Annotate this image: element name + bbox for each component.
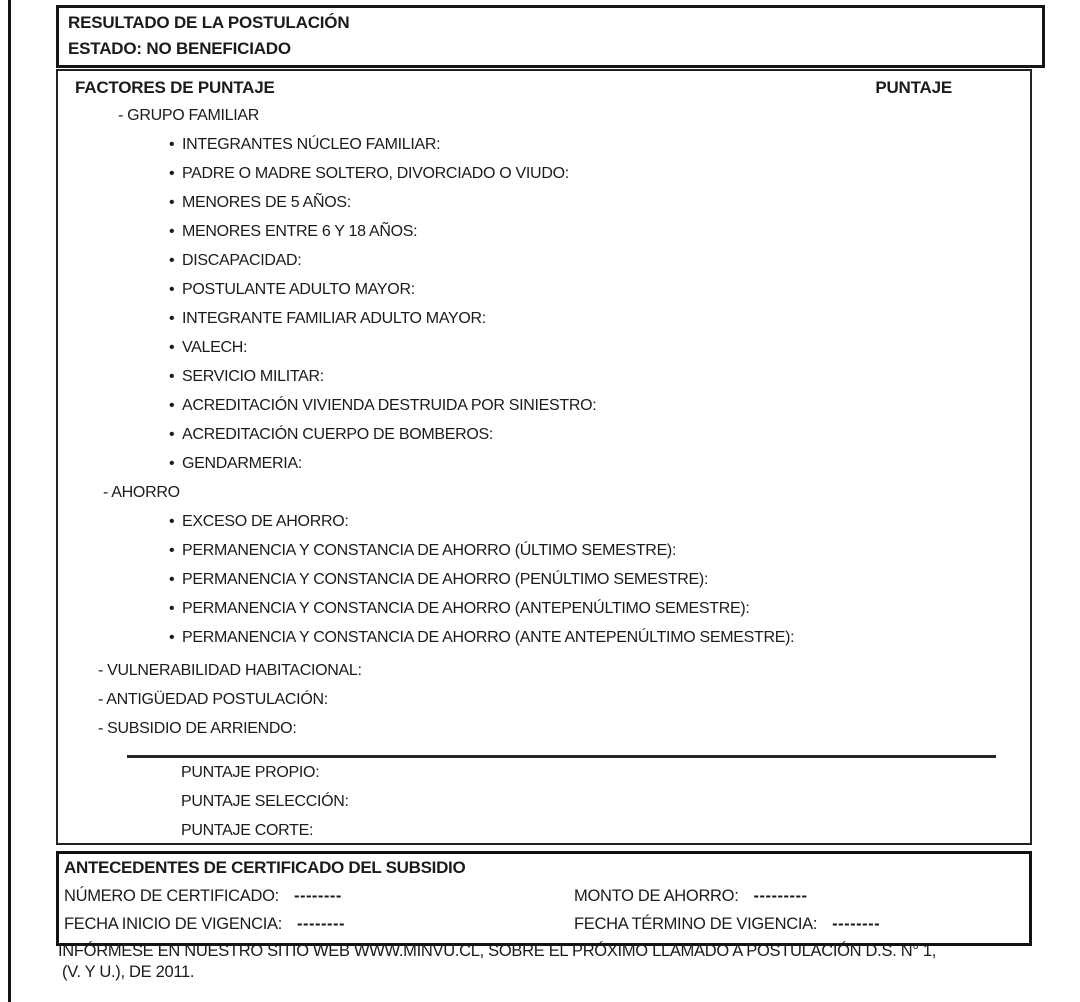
- bullet-icon: [169, 362, 182, 391]
- factors-header: [58, 71, 1030, 98]
- certificate-number-field: [64, 882, 574, 910]
- ahorro-items: [58, 507, 1030, 652]
- factor-item: •PERMANENCIA Y CONSTANCIA DE AHORRO (PENÚLTIMO SEMESTRE):: [169, 565, 1030, 594]
- factors-header-label: FACTORES DE PUNTAJE: [75, 78, 275, 97]
- bullet-icon: [169, 217, 182, 246]
- factor-item: - ANTIGÜEDAD POSTULACIÓN:: [98, 691, 328, 708]
- bullet-icon: [169, 536, 182, 565]
- result-title: RESULTADO DE LA POSTULACIÓN: [68, 13, 350, 32]
- factor-item: •ACREDITACIÓN VIVIENDA DESTRUIDA POR SINIESTRO:: [169, 391, 1030, 420]
- bullet-icon: [169, 333, 182, 362]
- footer-notice: [58, 941, 1048, 983]
- certificate-title: ANTECEDENTES DE CERTIFICADO DEL SUBSIDIO: [64, 858, 466, 877]
- factor-item: •EXCESO DE AHORRO:: [169, 507, 1030, 536]
- factor-item: - SUBSIDIO DE ARRIENDO:: [98, 720, 297, 737]
- total-row: PUNTAJE CORTE:: [181, 822, 314, 839]
- factor-item: •MENORES ENTRE 6 Y 18 AÑOS:: [169, 217, 1030, 246]
- validity-start-label: FECHA INICIO DE VIGENCIA:: [64, 915, 283, 933]
- factor-item: •VALECH:: [169, 333, 1030, 362]
- group-grupo-familiar-label: - GRUPO FAMILIAR: [118, 107, 259, 124]
- total-row: PUNTAJE SELECCIÓN:: [181, 793, 349, 810]
- certificate-number-label: NÚMERO DE CERTIFICADO:: [64, 887, 279, 905]
- bullet-icon: [169, 275, 182, 304]
- certificate-box: [56, 851, 1032, 946]
- result-box: [56, 5, 1045, 68]
- total-row: PUNTAJE PROPIO:: [181, 764, 320, 781]
- scan-edge-line: [8, 0, 11, 1002]
- factor-item: •DISCAPACIDAD:: [169, 246, 1030, 275]
- bullet-icon: [169, 159, 182, 188]
- certificate-number-value: --------: [293, 887, 342, 905]
- factor-item: •PADRE O MADRE SOLTERO, DIVORCIADO O VIUDO:: [169, 159, 1030, 188]
- bullet-icon: [169, 594, 182, 623]
- bullet-icon: [169, 623, 182, 652]
- factor-item: - VULNERABILIDAD HABITACIONAL:: [98, 662, 362, 679]
- bullet-icon: [169, 391, 182, 420]
- factor-item: •ACREDITACIÓN CUERPO DE BOMBEROS:: [169, 420, 1030, 449]
- factor-item: •MENORES DE 5 AÑOS:: [169, 188, 1030, 217]
- bullet-icon: [169, 449, 182, 478]
- factor-item: •POSTULANTE ADULTO MAYOR:: [169, 275, 1030, 304]
- bullet-icon: [169, 130, 182, 159]
- bullet-icon: [169, 304, 182, 333]
- footer-line-2: (V. Y U.), DE 2011.: [62, 963, 195, 981]
- score-totals: [58, 758, 1030, 845]
- validity-end-value: --------: [832, 915, 881, 933]
- factor-item: •INTEGRANTES NÚCLEO FAMILIAR:: [169, 130, 1030, 159]
- savings-amount-field: [574, 882, 1029, 910]
- factor-item: •PERMANENCIA Y CONSTANCIA DE AHORRO (ÚLTIMO SEMESTRE):: [169, 536, 1030, 565]
- factor-item: •SERVICIO MILITAR:: [169, 362, 1030, 391]
- bullet-icon: [169, 246, 182, 275]
- factor-item: •INTEGRANTE FAMILIAR ADULTO MAYOR:: [169, 304, 1030, 333]
- savings-amount-label: MONTO DE AHORRO:: [574, 887, 739, 905]
- savings-amount-value: ---------: [753, 887, 808, 905]
- score-header-label: PUNTAJE: [875, 78, 952, 97]
- bullet-icon: [169, 420, 182, 449]
- validity-end-label: FECHA TÉRMINO DE VIGENCIA:: [574, 915, 818, 933]
- result-status: ESTADO: NO BENEFICIADO: [68, 39, 291, 58]
- certificate-fields: [59, 880, 1029, 943]
- factors-box: [56, 69, 1032, 845]
- factor-item: •GENDARMERIA:: [169, 449, 1030, 478]
- validity-end-field: [574, 910, 1029, 938]
- bullet-icon: [169, 188, 182, 217]
- bullet-icon: [169, 507, 182, 536]
- factor-item: •PERMANENCIA Y CONSTANCIA DE AHORRO (ANTEPENÚLTIMO SEMESTRE):: [169, 594, 1030, 623]
- footer-line-1: INFÓRMESE EN NUESTRO SITIO WEB WWW.MINVU.CL, SOBRE EL PRÓXIMO LLAMADO A POSTULACIÓN D.S. N° 1,: [58, 942, 937, 960]
- group-ahorro-label: - AHORRO: [103, 484, 180, 501]
- bullet-icon: [169, 565, 182, 594]
- factor-item: •PERMANENCIA Y CONSTANCIA DE AHORRO (ANTE ANTEPENÚLTIMO SEMESTRE):: [169, 623, 1030, 652]
- validity-start-value: --------: [297, 915, 346, 933]
- validity-start-field: [64, 910, 574, 938]
- other-factors: [58, 656, 1030, 743]
- grupo-familiar-items: [58, 130, 1030, 478]
